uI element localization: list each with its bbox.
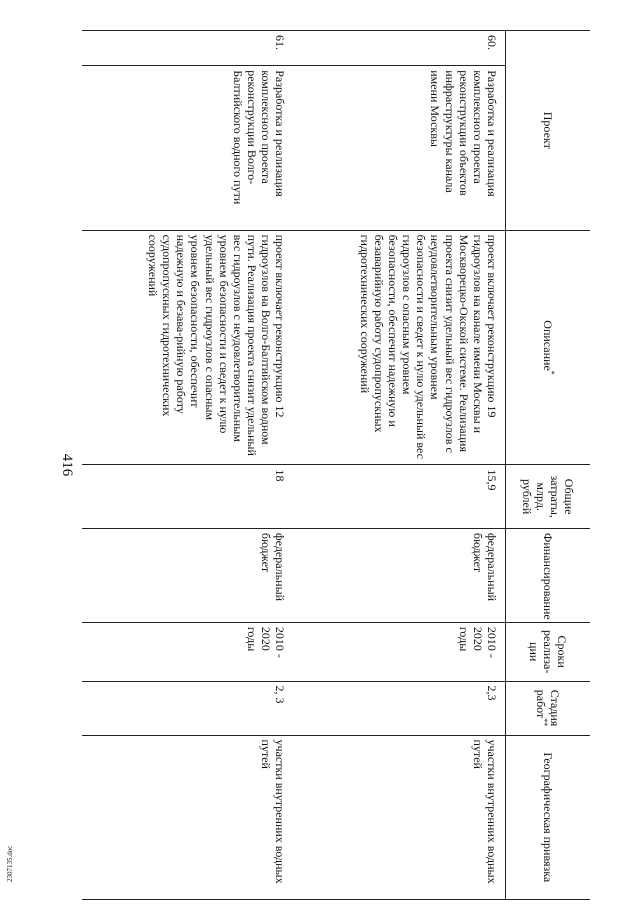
row-project: Разработка и реализация комплексного проекта реконструкции объектов инфраструктуры канала имени Москвы [293, 66, 505, 230]
header-project: Проект [506, 31, 591, 231]
header-description-mark: * [547, 370, 557, 375]
page-number: 416 [59, 453, 75, 477]
row-project: Разработка и реализация комплексного проекта реконструкции Волго-Балтийского водного пути [82, 66, 293, 230]
projects-table [82, 30, 590, 900]
header-financing: Финансирование [506, 528, 591, 622]
row-stage: 2,3 [293, 681, 505, 735]
row-stage: 2, 3 [82, 681, 293, 735]
row-terms: 2010 - 2020 годы [293, 622, 505, 681]
header-terms: Сроки реализа-ции [506, 622, 591, 681]
rotated-sheet [50, 30, 590, 900]
row-description: проект включает реконструкцию 19 гидроузлов на канале имени Москвы и Москворецко-Окской системе. Реализация проекта снизит удельный вес гидроузлов с неудовлетворительным уровнем безопасности и сведет к нулю удельный вес гидроузлов с опасным уровнем безопасности, обеспечит надежную и безаварийную работу судопропускных гидротехнических сооружений [293, 230, 505, 465]
row-geo: участки внутренних водных путей [82, 735, 293, 899]
row-financing: федеральный бюджет [293, 528, 505, 622]
table-row [82, 31, 293, 900]
row-financing: федеральный бюджет [82, 528, 293, 622]
row-cost: 15,9 [293, 465, 505, 528]
row-number: 61. [82, 31, 293, 66]
document-file-code: 2307135.doc [6, 845, 14, 882]
header-stage-mark: ** [540, 718, 549, 727]
header-description-label: Описание [541, 320, 556, 371]
row-cost: 18 [82, 465, 293, 528]
header-stage-label: Стадия работ [534, 689, 563, 727]
header-geo: Географическая привязка [506, 735, 591, 899]
row-geo: участки внутренних водных путей [293, 735, 505, 899]
table-header-row [506, 31, 591, 900]
table-row [293, 31, 505, 900]
header-cost: Общие затраты, млрд. рублей [506, 465, 591, 528]
header-stage [506, 681, 591, 735]
row-number: 60. [293, 31, 505, 66]
row-description: проект включает реконструкцию 12 гидроузлов на Волго-Балтийском водном пути. Реализация проекта снизит удельный вес гидроузлов с неудовлетворительным уровнем безопасности и сведет к нулю удельный вес гидроузлов с опасным уровнем безопасности, обеспечит надежную и безава-рийную работу судопропускных гидротехнических сооружений [82, 230, 293, 465]
header-description [506, 230, 591, 465]
row-terms: 2010 - 2020 годы [82, 622, 293, 681]
